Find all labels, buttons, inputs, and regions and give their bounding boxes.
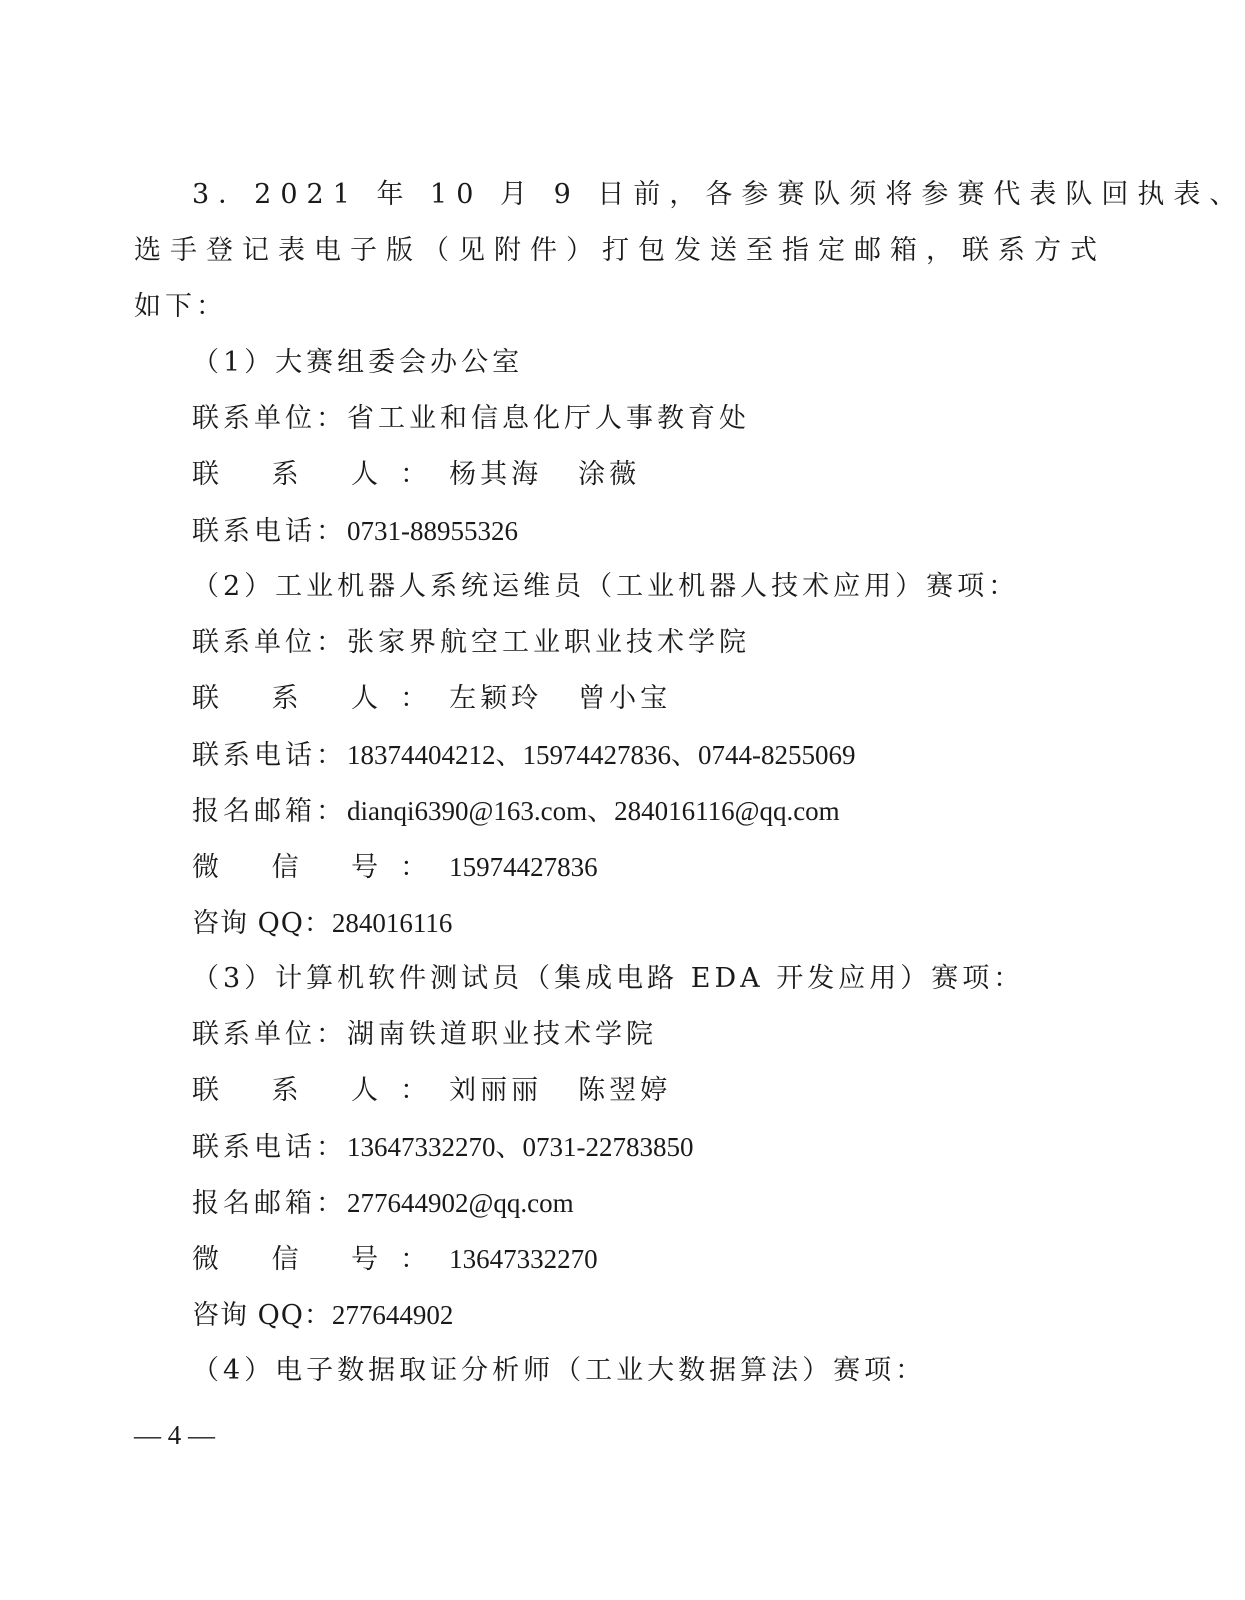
contact-person-2: 陈翌婷 (578, 1075, 672, 1106)
intro-line-3: 如下： (134, 291, 227, 322)
qq-label: 咨询 QQ： (192, 1300, 332, 1331)
section2-qq-row (192, 906, 452, 941)
contact-phone-label: 联系电话： (192, 1132, 347, 1163)
contact-unit-label: 联系单位： (192, 627, 347, 658)
wechat-value: 15974427836 (449, 852, 598, 882)
section4-heading: （4）电子数据取证分析师（工业大数据算法）赛项： (192, 1355, 927, 1386)
contact-person-label: 联 系 人： (192, 1075, 450, 1106)
contact-person-label: 联 系 人： (192, 683, 450, 714)
wechat-label: 微 信 号： (192, 852, 450, 883)
qq-value: 277644902 (331, 1300, 454, 1330)
signup-email-value: 277644902@qq.com (347, 1188, 574, 1218)
contact-person-2: 曾小宝 (578, 683, 672, 714)
section3-phone-row (192, 1130, 694, 1165)
page-number: — 4 — (134, 1420, 215, 1450)
contact-phone-value: 18374404212、15974427836、0744-8255069 (347, 740, 856, 770)
section2-unit-row (192, 626, 750, 660)
section2-phone-row (192, 738, 856, 773)
contact-phone-label: 联系电话： (192, 740, 347, 771)
wechat-label: 微 信 号： (192, 1244, 450, 1275)
contact-person-2: 涂薇 (578, 459, 641, 490)
section3-qq-row (192, 1298, 453, 1333)
signup-email-label: 报名邮箱： (192, 796, 347, 827)
intro-line-2: 选手登记表电子版（见附件）打包发送至指定邮箱，联系方式 (134, 235, 1106, 266)
contact-person-label: 联 系 人： (192, 459, 450, 490)
contact-unit-label: 联系单位： (192, 403, 347, 434)
section1-person-row (192, 458, 640, 492)
section2-heading: （2）工业机器人系统运维员（工业机器人技术应用）赛项： (192, 571, 1020, 602)
section1-phone-row (192, 514, 518, 549)
section2-wechat-row (192, 850, 598, 885)
contact-phone-value: 13647332270、0731-22783850 (347, 1132, 694, 1162)
contact-unit-value: 省工业和信息化厅人事教育处 (347, 403, 750, 434)
section3-person-row (192, 1074, 671, 1108)
contact-phone-value: 0731-88955326 (347, 516, 518, 546)
section3-heading: （3）计算机软件测试员（集成电路 EDA 开发应用）赛项： (192, 963, 1025, 994)
contact-unit-value: 张家界航空工业职业技术学院 (347, 627, 750, 658)
contact-phone-label: 联系电话： (192, 516, 347, 547)
signup-email-value: dianqi6390@163.com、284016116@qq.com (347, 796, 840, 826)
wechat-value: 13647332270 (449, 1244, 598, 1274)
section3-email-row (192, 1186, 574, 1221)
section1-unit-row (192, 402, 750, 436)
contact-person-1: 杨其海 (449, 459, 543, 490)
qq-value: 284016116 (331, 908, 453, 938)
section3-wechat-row (192, 1242, 598, 1277)
signup-email-label: 报名邮箱： (192, 1188, 347, 1219)
contact-person-1: 刘丽丽 (449, 1075, 543, 1106)
section2-email-row (192, 794, 840, 829)
intro-line-1: 3．2021 年 10 月 9 日前，各参赛队须将参赛代表队回执表、 (192, 179, 1245, 210)
contact-person-1: 左颖玲 (449, 683, 543, 714)
contact-unit-value: 湖南铁道职业技术学院 (347, 1019, 657, 1050)
section3-unit-row (192, 1018, 657, 1052)
section2-person-row (192, 682, 671, 716)
contact-unit-label: 联系单位： (192, 1019, 347, 1050)
section1-heading: （1）大赛组委会办公室 (192, 347, 524, 378)
qq-label: 咨询 QQ： (192, 908, 332, 939)
